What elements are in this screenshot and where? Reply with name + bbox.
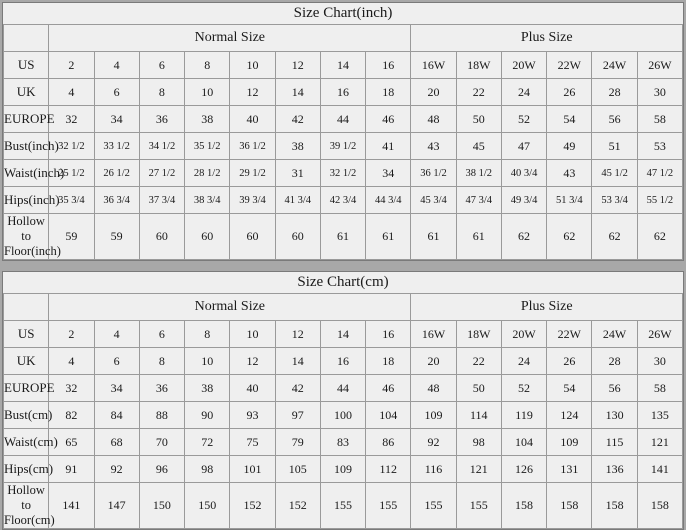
cell: 62 [547,214,592,260]
cell: 32 [49,106,94,133]
cell: 4 [49,348,94,375]
cell: 45 3/4 [411,187,456,214]
cell: 131 [547,456,592,483]
cell: 37 3/4 [139,187,184,214]
cell: 62 [637,214,682,260]
cell: 32 [49,375,94,402]
cell: 44 [320,375,365,402]
row-label-waist: Waist(cm) [4,429,49,456]
cell: 158 [592,483,637,529]
cell: 59 [94,214,139,260]
cell: 90 [185,402,230,429]
table-row [4,52,683,79]
chart-title-row [4,3,683,25]
cell: 59 [49,214,94,260]
cell: 45 [456,133,501,160]
cell: 30 [637,348,682,375]
cell: 91 [49,456,94,483]
cell: 16 [320,348,365,375]
table-row [4,160,683,187]
cell: 42 [275,106,320,133]
row-label-europe: EUROPE [4,106,49,133]
cell: 97 [275,402,320,429]
cell: 58 [637,106,682,133]
row-label-hips: Hips(inch) [4,187,49,214]
size-chart-inch-table [3,3,683,260]
cell: 60 [230,214,275,260]
cell: 4 [94,321,139,348]
cell: 41 3/4 [275,187,320,214]
cell: 18W [456,52,501,79]
cell: 18 [366,348,411,375]
cell: 36 1/2 [411,160,456,187]
cell: 56 [592,375,637,402]
group-header-blank [4,25,49,52]
cell: 98 [456,429,501,456]
cell: 55 1/2 [637,187,682,214]
cell: 72 [185,429,230,456]
cell: 60 [275,214,320,260]
group-header-plus: Plus Size [411,25,683,52]
table-row [4,402,683,429]
cell: 52 [501,375,546,402]
cell: 109 [411,402,456,429]
table-row [4,214,683,260]
cell: 92 [94,456,139,483]
cell: 58 [637,375,682,402]
cell: 109 [547,429,592,456]
cell: 6 [94,348,139,375]
cell: 119 [501,402,546,429]
cell: 32 1/2 [320,160,365,187]
cell: 44 [320,106,365,133]
cell: 105 [275,456,320,483]
table-row [4,106,683,133]
cell: 38 1/2 [456,160,501,187]
cell: 12 [275,321,320,348]
table-row [4,133,683,160]
cell: 88 [139,402,184,429]
cell: 24 [501,348,546,375]
table-row [4,187,683,214]
cell: 35 3/4 [49,187,94,214]
cell: 6 [139,321,184,348]
cell: 4 [94,52,139,79]
cell: 16W [411,321,456,348]
cell: 20W [501,321,546,348]
row-label-us: US [4,52,49,79]
cell: 8 [139,348,184,375]
row-label-bust: Bust(cm) [4,402,49,429]
cell: 30 [637,79,682,106]
cell: 22 [456,79,501,106]
cell: 8 [185,321,230,348]
cell: 16 [320,79,365,106]
cell: 96 [139,456,184,483]
cell: 24W [592,321,637,348]
cell: 75 [230,429,275,456]
size-chart-cm [2,271,684,530]
cell: 38 [275,133,320,160]
cell: 2 [49,321,94,348]
table-row [4,456,683,483]
cell: 49 [547,133,592,160]
cell: 36 [139,375,184,402]
cell: 10 [185,79,230,106]
cell: 147 [94,483,139,529]
cell: 158 [501,483,546,529]
cell: 14 [275,348,320,375]
cell: 82 [49,402,94,429]
cell: 28 [592,79,637,106]
table-row [4,375,683,402]
cell: 43 [547,160,592,187]
cell: 109 [320,456,365,483]
row-label-hips: Hips(cm) [4,456,49,483]
cell: 22W [547,52,592,79]
cell: 33 1/2 [94,133,139,160]
cell: 4 [49,79,94,106]
cell: 2 [49,52,94,79]
cell: 40 [230,106,275,133]
cell: 114 [456,402,501,429]
cell: 36 3/4 [94,187,139,214]
cell: 152 [275,483,320,529]
cell: 155 [456,483,501,529]
cell: 26 [547,348,592,375]
cell: 47 3/4 [456,187,501,214]
table-row [4,79,683,106]
cell: 121 [637,429,682,456]
cell: 112 [366,456,411,483]
cell: 39 3/4 [230,187,275,214]
cell: 38 [185,375,230,402]
group-header-normal: Normal Size [49,294,411,321]
cell: 45 1/2 [592,160,637,187]
cell: 155 [320,483,365,529]
cell: 26 1/2 [94,160,139,187]
cell: 32 1/2 [49,133,94,160]
size-chart-cm-table [3,272,683,529]
cell: 29 1/2 [230,160,275,187]
cell: 36 [139,106,184,133]
cell: 42 [275,375,320,402]
cell: 35 1/2 [185,133,230,160]
cell: 83 [320,429,365,456]
cell: 61 [366,214,411,260]
group-header-plus: Plus Size [411,294,683,321]
cell: 38 [185,106,230,133]
row-label-uk: UK [4,348,49,375]
row-label-waist: Waist(inch) [4,160,49,187]
cell: 60 [139,214,184,260]
cell: 70 [139,429,184,456]
cell: 155 [366,483,411,529]
cell: 18W [456,321,501,348]
row-label-europe: EUROPE [4,375,49,402]
cell: 38 3/4 [185,187,230,214]
cell: 50 [456,375,501,402]
group-header-normal: Normal Size [49,25,411,52]
cell: 51 [592,133,637,160]
cell: 150 [139,483,184,529]
cell: 27 1/2 [139,160,184,187]
cell: 100 [320,402,365,429]
row-label-bust: Bust(inch) [4,133,49,160]
cell: 61 [320,214,365,260]
row-label-hollow-to-floor: Hollow to Floor(cm) [4,483,55,527]
cell: 53 [637,133,682,160]
cell: 6 [139,52,184,79]
group-header-blank [4,294,49,321]
cell: 26 [547,79,592,106]
cell: 14 [275,79,320,106]
cell: 65 [49,429,94,456]
cell: 158 [637,483,682,529]
cell: 92 [411,429,456,456]
cell: 101 [230,456,275,483]
cell: 48 [411,375,456,402]
row-label-uk: UK [4,79,49,106]
cell: 53 3/4 [592,187,637,214]
cell: 12 [230,348,275,375]
cell: 10 [230,52,275,79]
cell: 136 [592,456,637,483]
cell: 135 [637,402,682,429]
cell: 104 [366,402,411,429]
cell: 52 [501,106,546,133]
cell: 10 [185,348,230,375]
cell: 25 1/2 [49,160,94,187]
cell: 115 [592,429,637,456]
cell: 56 [592,106,637,133]
cell: 16 [366,321,411,348]
cell: 44 3/4 [366,187,411,214]
cell: 93 [230,402,275,429]
cell: 150 [185,483,230,529]
cell: 54 [547,106,592,133]
cell: 31 [275,160,320,187]
cell: 62 [501,214,546,260]
cell: 49 3/4 [501,187,546,214]
cell: 84 [94,402,139,429]
group-header-row [4,25,683,52]
cell: 14 [320,321,365,348]
cell: 39 1/2 [320,133,365,160]
cell: 104 [501,429,546,456]
cell: 116 [411,456,456,483]
size-chart-inch [2,2,684,261]
cell: 10 [230,321,275,348]
cell: 42 3/4 [320,187,365,214]
cell: 28 [592,348,637,375]
cell: 152 [230,483,275,529]
cell: 130 [592,402,637,429]
row-label-us: US [4,321,49,348]
cell: 158 [547,483,592,529]
cell: 26W [637,321,682,348]
chart-title: Size Chart(inch) [4,3,683,25]
cell: 14 [320,52,365,79]
cell: 141 [49,483,94,529]
group-header-row [4,294,683,321]
cell: 155 [411,483,456,529]
cell: 50 [456,106,501,133]
cell: 12 [230,79,275,106]
cell: 26W [637,52,682,79]
cell: 24 [501,79,546,106]
cell: 16W [411,52,456,79]
cell: 36 1/2 [230,133,275,160]
cell: 6 [94,79,139,106]
cell: 16 [366,52,411,79]
chart-title-row [4,272,683,294]
cell: 22 [456,348,501,375]
cell: 124 [547,402,592,429]
cell: 34 1/2 [139,133,184,160]
cell: 51 3/4 [547,187,592,214]
cell: 62 [592,214,637,260]
cell: 20 [411,348,456,375]
cell: 34 [94,375,139,402]
cell: 47 [501,133,546,160]
cell: 86 [366,429,411,456]
cell: 18 [366,79,411,106]
cell: 12 [275,52,320,79]
cell: 24W [592,52,637,79]
cell: 34 [366,160,411,187]
cell: 141 [637,456,682,483]
cell: 54 [547,375,592,402]
cell: 40 3/4 [501,160,546,187]
cell: 60 [185,214,230,260]
table-row [4,348,683,375]
cell: 126 [501,456,546,483]
table-row [4,483,683,529]
table-row [4,321,683,348]
cell: 41 [366,133,411,160]
table-row [4,429,683,456]
cell: 68 [94,429,139,456]
cell: 20 [411,79,456,106]
cell: 61 [456,214,501,260]
cell: 61 [411,214,456,260]
cell: 46 [366,106,411,133]
cell: 121 [456,456,501,483]
chart-title: Size Chart(cm) [4,272,683,294]
cell: 79 [275,429,320,456]
cell: 98 [185,456,230,483]
cell: 48 [411,106,456,133]
cell: 34 [94,106,139,133]
row-label-hollow-to-floor: Hollow to Floor(inch) [4,214,61,258]
cell: 40 [230,375,275,402]
cell: 8 [139,79,184,106]
cell: 20W [501,52,546,79]
cell: 28 1/2 [185,160,230,187]
cell: 43 [411,133,456,160]
cell: 46 [366,375,411,402]
cell: 47 1/2 [637,160,682,187]
cell: 22W [547,321,592,348]
cell: 8 [185,52,230,79]
